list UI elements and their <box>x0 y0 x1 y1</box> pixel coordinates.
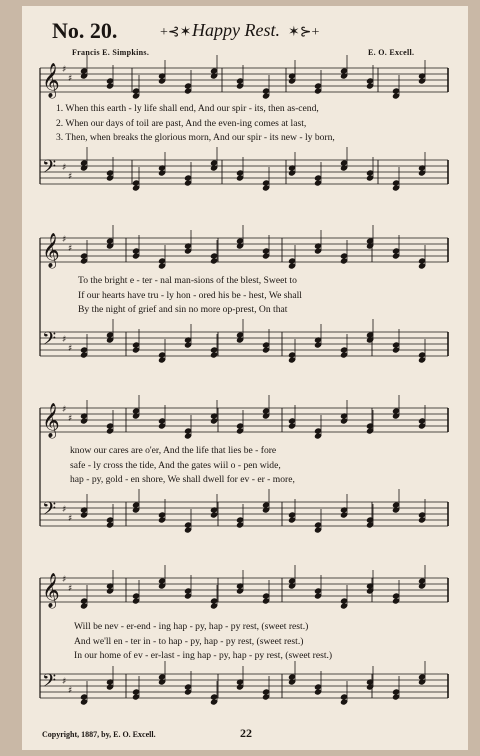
lyrics-system-2 <box>78 274 458 318</box>
page-number: 22 <box>240 726 252 740</box>
sharp-icon: ♯ <box>62 335 67 345</box>
lyrics-system-1 <box>56 102 436 146</box>
lyric-line: By the night of grief and sin no more op-prest, On that <box>78 304 288 316</box>
treble-clef-icon: 𝄞 <box>42 63 60 98</box>
treble-clef-icon: 𝄞 <box>42 233 60 268</box>
lyric-line: 1. When this earth - ly life shall end, And our spir - its, then as-cend, <box>56 103 319 114</box>
bass-clef-icon: 𝄢 <box>42 157 57 182</box>
lyrics-system-4 <box>74 620 454 664</box>
lyricist-credit: Francis E. Simpkins. <box>72 48 150 57</box>
hymn-number: No. 20. <box>52 18 118 43</box>
sharp-icon: ♯ <box>62 575 67 585</box>
sharp-icon: ♯ <box>68 686 73 696</box>
sharp-icon: ♯ <box>62 235 67 245</box>
lyric-line: safe - ly cross the tide, And the gates wiil o - pen wide, <box>70 459 281 471</box>
sharp-icon: ♯ <box>68 414 73 424</box>
bass-clef-icon: 𝄢 <box>42 329 57 354</box>
hymn-page <box>22 6 468 750</box>
lyric-line: And we'll en - ter in - to hap - py, hap - py rest, (sweet rest.) <box>74 635 304 647</box>
lyric-line: To the bright e - ter - nal man-sions of the blest, Sweet to <box>78 275 297 286</box>
lyric-line: hap - py, gold - en shore, We shall dwell for ev - er - more, <box>70 474 295 486</box>
composer-credit: E. O. Excell. <box>368 48 415 57</box>
lyrics-system-3 <box>70 444 450 488</box>
sharp-icon: ♯ <box>68 344 73 354</box>
sharp-icon: ♯ <box>62 65 67 75</box>
treble-clef-icon: 𝄞 <box>42 573 60 608</box>
lyric-line: Will be nev - er-end - ing hap - py, hap - py rest, (sweet rest.) <box>74 621 309 632</box>
sharp-icon: ♯ <box>62 163 67 173</box>
lyric-line: If our hearts have tru - ly hon - ored his be - hest, We shall <box>78 289 302 301</box>
lyric-line: 3. Then, when breaks the glorious morn, And our spir - its new - ly born, <box>56 132 335 144</box>
title-ornament-right: ✶⊱+ <box>288 25 320 40</box>
sharp-icon: ♯ <box>68 584 73 594</box>
sharp-icon: ♯ <box>68 244 73 254</box>
treble-clef-icon: 𝄞 <box>42 403 60 438</box>
hymn-title: Happy Rest. <box>192 20 280 40</box>
bass-clef-icon: 𝄢 <box>42 671 57 696</box>
lyric-line: In our home of ev - er-last - ing hap - py, hap - py rest, (sweet rest.) <box>74 650 333 662</box>
copyright-notice: Copyright, 1887, by, E. O. Excell. <box>42 730 156 739</box>
bass-clef-icon: 𝄢 <box>42 499 57 524</box>
sharp-icon: ♯ <box>68 514 73 524</box>
sharp-icon: ♯ <box>68 74 73 84</box>
sharp-icon: ♯ <box>68 172 73 182</box>
title-ornament-left: +⊰✶ <box>160 25 192 40</box>
sharp-icon: ♯ <box>62 677 67 687</box>
sharp-icon: ♯ <box>62 505 67 515</box>
lyric-line: know our cares are o'er, And the life that lies be - fore <box>70 445 277 456</box>
sharp-icon: ♯ <box>62 405 67 415</box>
lyric-line: 2. When our days of toil are past, And the even-ing comes at last, <box>56 117 307 129</box>
